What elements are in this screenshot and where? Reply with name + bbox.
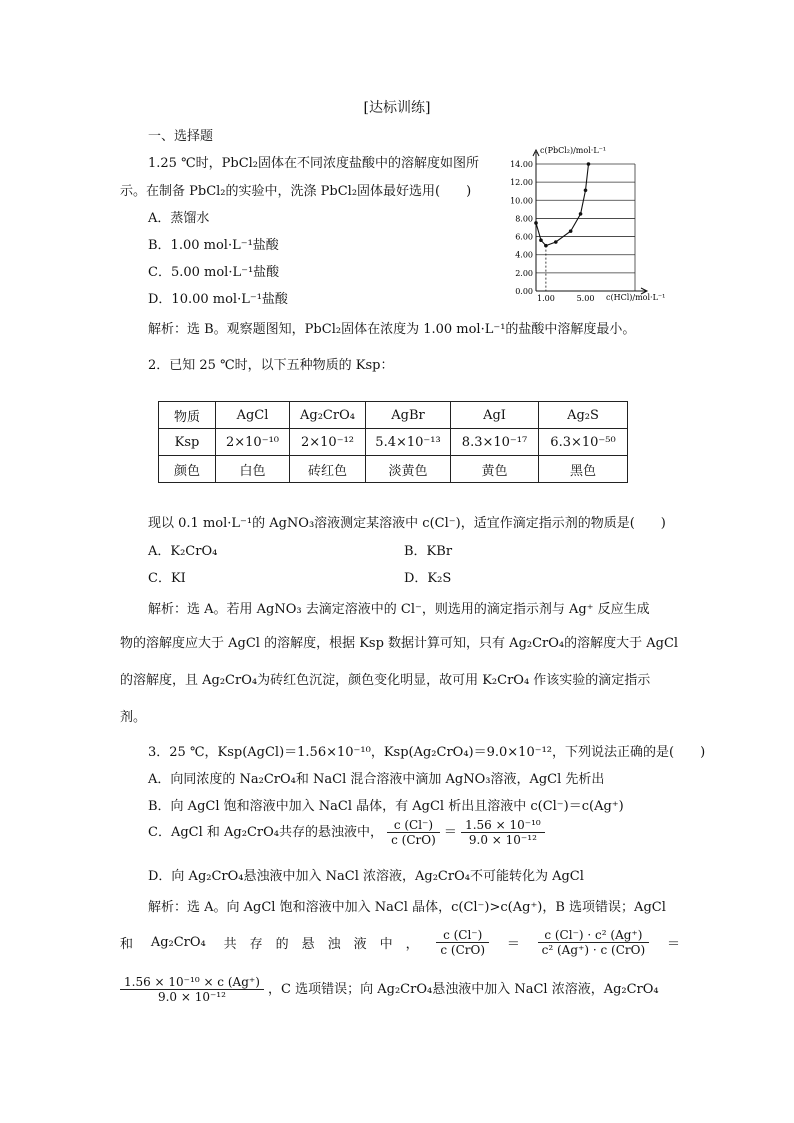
table-cell: 6.3×10⁻⁵⁰ — [539, 429, 628, 456]
chart-y-tick-label: 12.00 — [510, 178, 533, 188]
fraction-numerator: 1.56 × 10⁻¹⁰ — [461, 818, 545, 833]
table-cell: Ksp — [159, 429, 216, 456]
analysis-word: Ag₂CrO₄ — [150, 935, 206, 950]
q2-option-c: C．KI — [148, 571, 186, 586]
q2-analysis-line4: 剂。 — [120, 710, 147, 725]
analysis-text: ，C 选项错误；向 Ag₂CrO₄悬浊液中加入 NaCl 浓溶液，Ag₂CrO₄ — [268, 982, 659, 997]
q2-option-b: B．KBr — [404, 544, 453, 559]
q2-question: 现以 0.1 mol·L⁻¹的 AgNO₃溶液测定某溶液中 c(Cl⁻)，适宜作滴定指示剂的物质是( ) — [148, 516, 666, 531]
q3-stem: 3．25 ℃，Ksp(AgCl)＝1.56×10⁻¹⁰，Ksp(Ag₂CrO₄)＝9.0×10⁻¹²，下列说法正确的是( ) — [148, 745, 706, 760]
table-row — [159, 402, 628, 429]
fraction — [436, 928, 489, 957]
section-heading: 一、选择题 — [148, 129, 214, 144]
q2-stem: 2．已知 25 ℃时，以下五种物质的 Ksp： — [148, 358, 394, 373]
q2-option-d: D．K₂S — [404, 571, 452, 586]
fraction-denominator: c² (Ag⁺) · c (CrO) — [541, 943, 646, 957]
table-cell: AgI — [451, 402, 539, 429]
q2-analysis-line2: 物的溶解度应大于 AgCl 的溶解度，根据 Ksp 数据计算可知，只有 Ag₂CrO₄的溶解度大于 AgCl — [120, 636, 679, 651]
table-cell: 物质 — [159, 402, 216, 429]
table-cell: Ag₂S — [539, 402, 628, 429]
q3-analysis-line3 — [120, 975, 659, 1004]
q2-analysis-line3: 的溶解度，且 Ag₂CrO₄为砖红色沉淀，颜色变化明显，故可用 K₂CrO₄ 作该实验的滴定指示 — [120, 673, 651, 688]
fraction-numerator: c (Cl⁻) — [436, 928, 489, 943]
q3-analysis-line2 — [120, 928, 680, 957]
q1-option-b: B．1.00 mol·L⁻¹盐酸 — [148, 238, 279, 253]
q1-option-d: D．10.00 mol·L⁻¹盐酸 — [148, 292, 288, 307]
analysis-word: 和 — [120, 937, 134, 952]
table-cell: AgCl — [216, 402, 290, 429]
q3-option-c — [148, 818, 545, 847]
table-cell: 8.3×10⁻¹⁷ — [451, 429, 539, 456]
table-cell: 黑色 — [539, 456, 628, 483]
chart-x-tick-label: 1.00 — [536, 294, 555, 303]
table-cell: Ag₂CrO₄ — [290, 402, 366, 429]
q3-option-a: A．向同浓度的 Na₂CrO₄和 NaCl 混合溶液中滴加 AgNO₃溶液，AgCl 先析出 — [148, 772, 605, 787]
chart-y-tick-label: 14.00 — [510, 160, 533, 169]
q1-stem-line1: 1.25 ℃时，PbCl₂固体在不同浓度盐酸中的溶解度如图所 — [148, 156, 480, 171]
fraction-denominator: 9.0 × 10⁻¹² — [157, 990, 226, 1004]
table-cell: 白色 — [216, 456, 290, 483]
fraction — [461, 818, 545, 847]
q1-option-a: A．蒸馏水 — [148, 211, 210, 226]
chart-y-tick-label: 2.00 — [515, 268, 533, 278]
q2-option-a: A．K₂CrO₄ — [148, 544, 218, 559]
equals-sign: ＝ — [506, 937, 520, 952]
fraction-denominator: c (CrO) — [391, 833, 436, 847]
equals-sign: ＝ — [666, 937, 680, 952]
solubility-chart — [500, 140, 685, 305]
fraction — [120, 975, 264, 1004]
fraction-numerator: c (Cl⁻) — [387, 818, 440, 833]
table-cell: AgBr — [366, 402, 451, 429]
q1-option-c: C．5.00 mol·L⁻¹盐酸 — [148, 265, 280, 280]
fraction-numerator: 1.56 × 10⁻¹⁰ × c (Ag⁺) — [120, 975, 264, 990]
q1-stem-line2: 示。在制备 PbCl₂的实验中，洗涤 PbCl₂固体最好选用( ) — [120, 184, 472, 199]
chart-y-tick-label: 10.00 — [510, 196, 533, 206]
chart-data-point — [569, 229, 573, 233]
table-cell: 颜色 — [159, 456, 216, 483]
q3-option-d: D．向 Ag₂CrO₄悬浊液中加入 NaCl 浓溶液，Ag₂CrO₄不可能转化为 AgCl — [148, 869, 584, 884]
table-cell: 黄色 — [451, 456, 539, 483]
chart-y-axis-label: c(PbCl₂)/mol·L⁻¹ — [540, 146, 607, 155]
analysis-word: 共 存 的 悬 浊 液 中 ， — [223, 937, 419, 952]
chart-y-tick-label: 8.00 — [515, 214, 533, 224]
q3-analysis-line1: 解析：选 A。向 AgCl 饱和溶液中加入 NaCl 晶体，c(Cl⁻)>c(Ag⁺)，B 选项错误；AgCl — [148, 900, 666, 915]
chart-series-line — [536, 164, 589, 246]
chart-y-tick-label: 4.00 — [515, 250, 533, 260]
chart-y-tick-label: 6.00 — [515, 232, 533, 242]
chart-x-tick-label: 5.00 — [576, 294, 595, 303]
chart-data-point — [534, 221, 538, 225]
chart-data-point — [579, 212, 583, 216]
chart-data-point — [587, 162, 591, 166]
chart-y-tick-label: 0.00 — [515, 287, 533, 296]
table-cell: 5.4×10⁻¹³ — [366, 429, 451, 456]
q3-option-b: B．向 AgCl 饱和溶液中加入 NaCl 晶体，有 AgCl 析出且溶液中 c(Cl⁻)＝c(Ag⁺) — [148, 799, 624, 814]
chart-data-point — [554, 240, 558, 244]
table-cell: 淡黄色 — [366, 456, 451, 483]
table-row — [159, 456, 628, 483]
table-cell: 2×10⁻¹² — [290, 429, 366, 456]
ksp-table — [158, 401, 628, 483]
table-row — [159, 429, 628, 456]
fraction-denominator: 9.0 × 10⁻¹² — [468, 833, 537, 847]
chart-x-axis-label: c(HCl)/mol·L⁻¹ — [606, 293, 666, 302]
chart-data-point — [584, 189, 588, 193]
table-cell: 2×10⁻¹⁰ — [216, 429, 290, 456]
q3-option-c-text: C．AgCl 和 Ag₂CrO₄共存的悬浊液中， — [148, 825, 383, 840]
fraction-denominator: c (CrO) — [440, 943, 486, 957]
fraction — [538, 928, 650, 957]
fraction-numerator: c (Cl⁻) · c² (Ag⁺) — [538, 928, 650, 943]
q2-analysis-line1: 解析：选 A。若用 AgNO₃ 去滴定溶液中的 Cl⁻，则选用的滴定指示剂与 Ag⁺ 反应生成 — [148, 602, 650, 617]
chart-data-point — [539, 238, 543, 242]
page-title: [达标训练] — [363, 100, 431, 116]
fraction — [387, 818, 440, 847]
equals-sign: ＝ — [443, 825, 457, 840]
q1-analysis: 解析：选 B。观察题图知，PbCl₂固体在浓度为 1.00 mol·L⁻¹的盐酸中溶解度最小。 — [148, 322, 636, 337]
table-cell: 砖红色 — [290, 456, 366, 483]
